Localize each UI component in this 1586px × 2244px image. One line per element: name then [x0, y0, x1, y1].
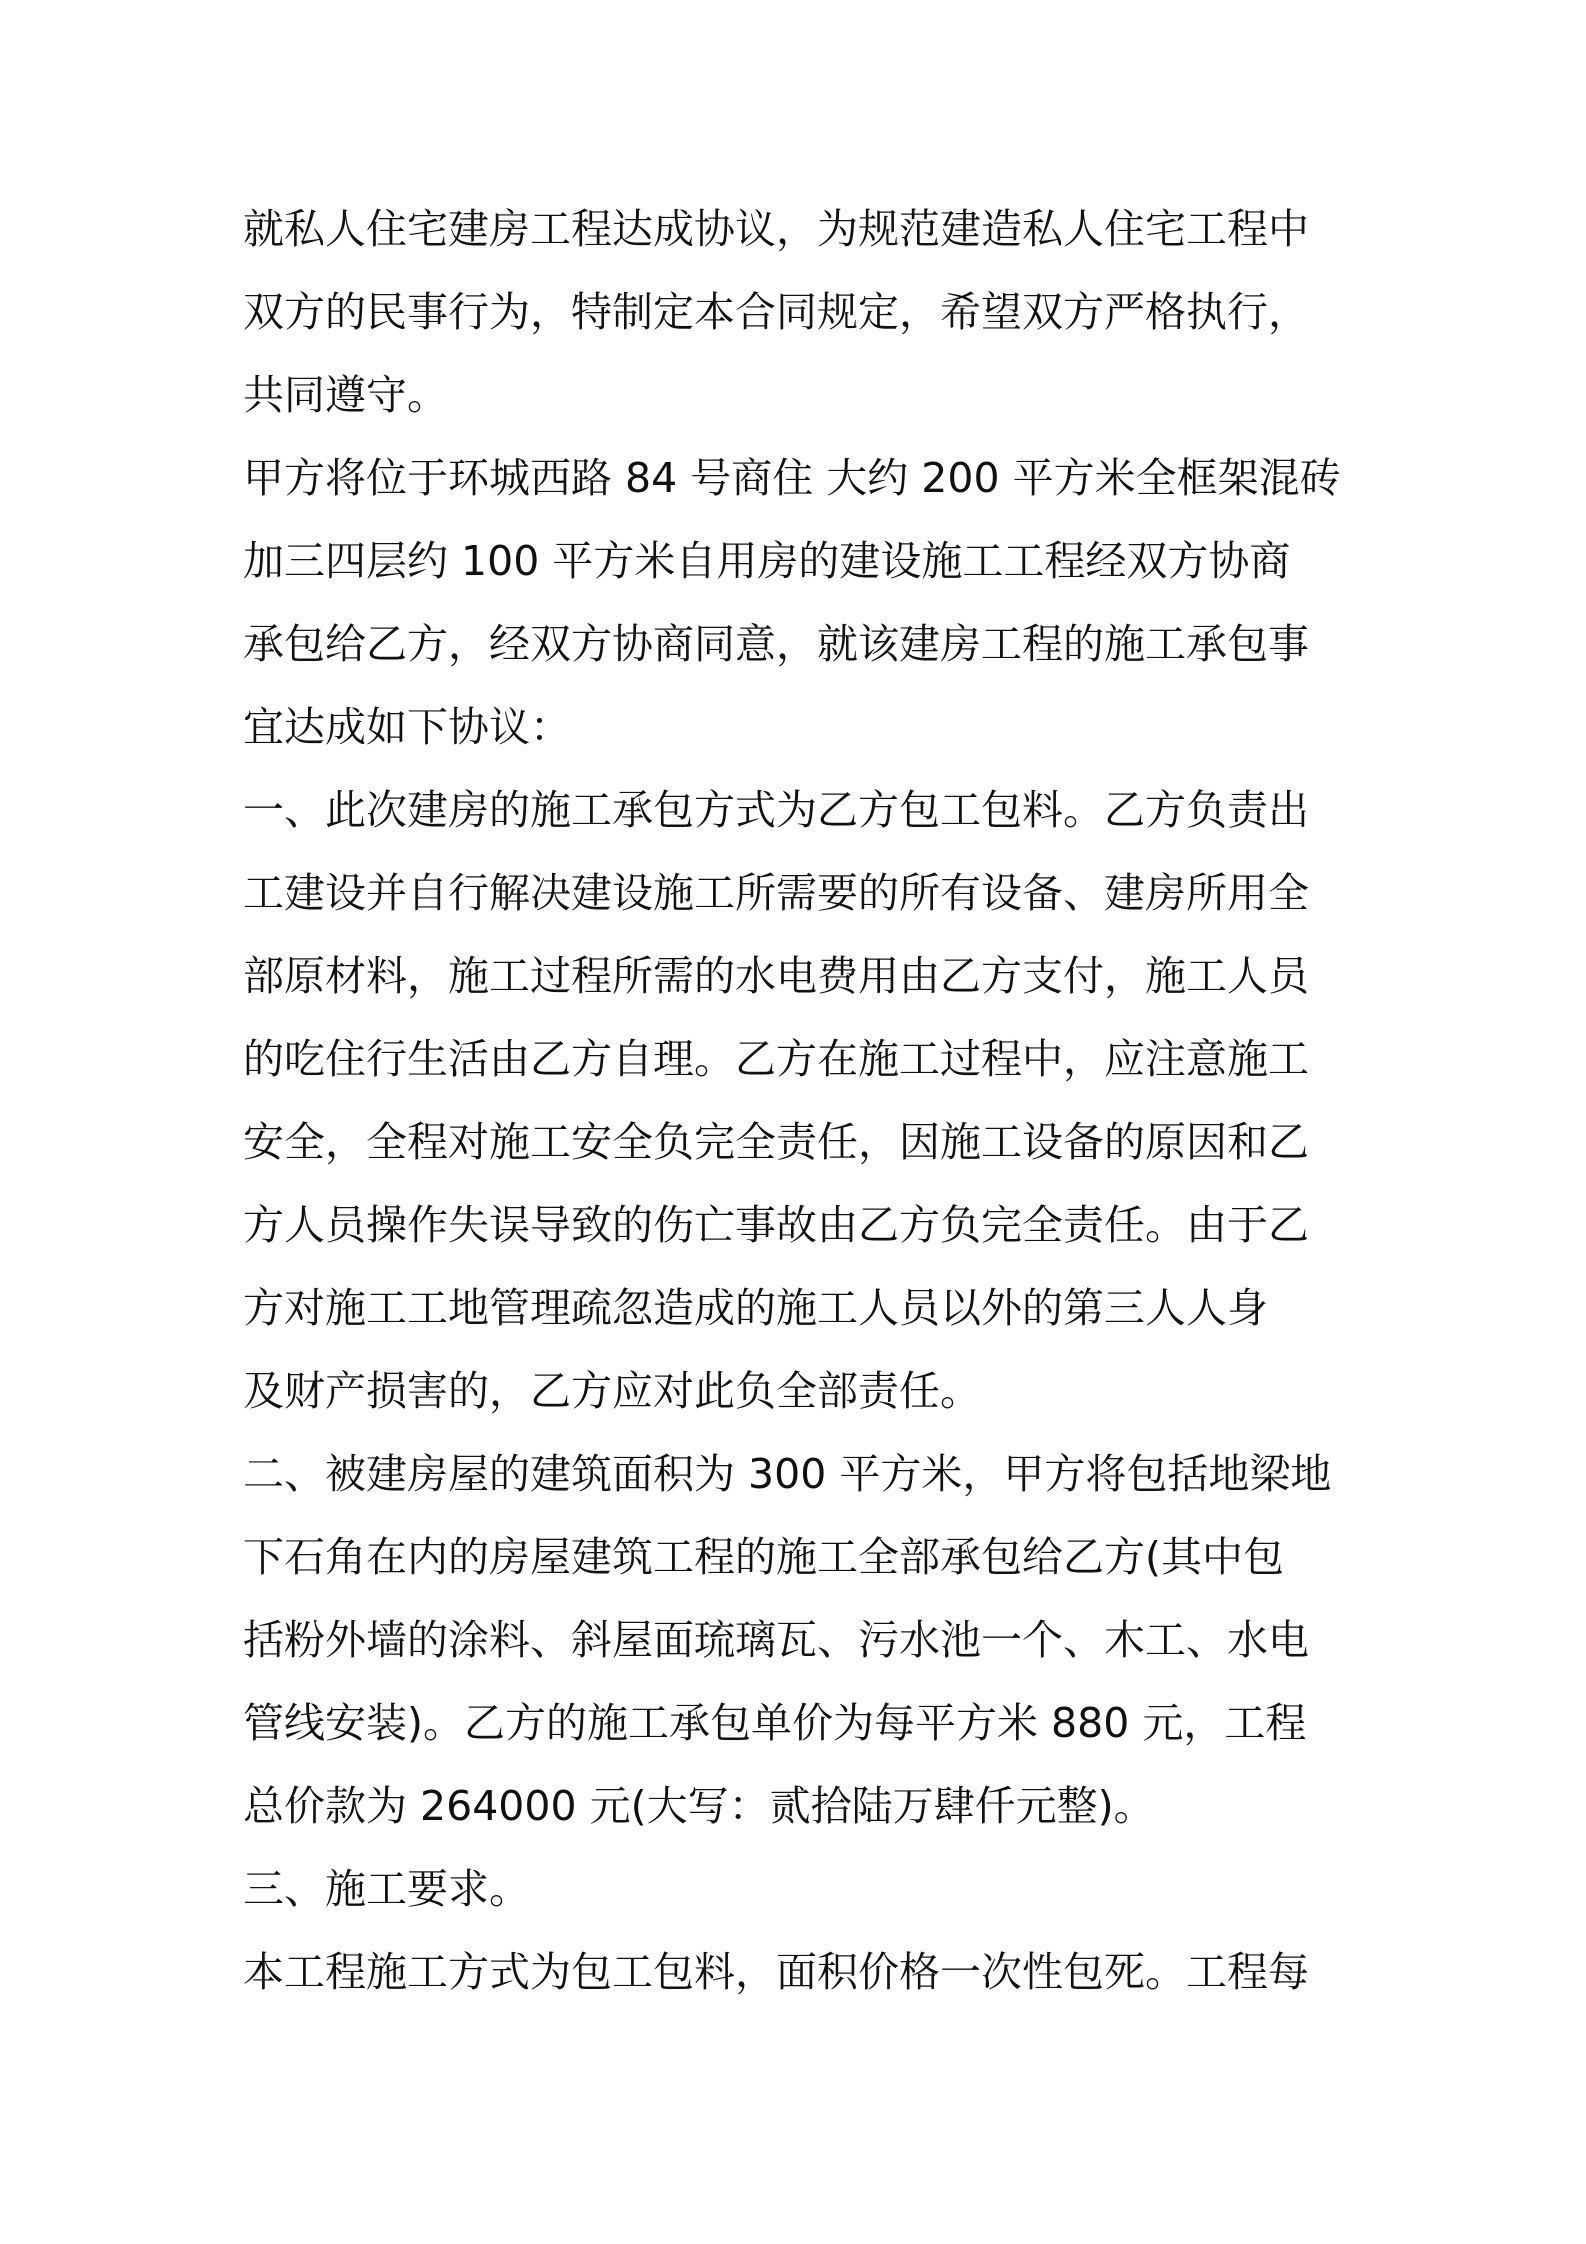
text-line: 宜达成如下协议：: [243, 703, 571, 751]
text-line: 部原材料，施工过程所需的水电费用由乙方支付，施工人员: [243, 952, 1309, 1000]
text-line: 总价款为 264000 元(大写：贰拾陆万肆仟元整)。: [243, 1782, 1155, 1830]
text-line: 方人员操作失误导致的伤亡事故由乙方负完全责任。由于乙: [243, 1201, 1309, 1249]
text-line: 安全，全程对施工安全负完全责任，因施工设备的原因和乙: [243, 1118, 1309, 1166]
text-line: 三、施工要求。: [243, 1865, 530, 1913]
text-line: 一、此次建房的施工承包方式为乙方包工包料。乙方负责出: [243, 786, 1309, 834]
text-line: 括粉外墙的涂料、斜屋面琉璃瓦、污水池一个、木工、水电: [243, 1616, 1309, 1664]
text-line: 双方的民事行为，特制定本合同规定，希望双方严格执行，: [243, 288, 1309, 336]
text-line: 本工程施工方式为包工包料，面积价格一次性包死。工程每: [243, 1948, 1309, 1996]
text-line: 下石角在内的房屋建筑工程的施工全部承包给乙方(其中包: [243, 1533, 1284, 1581]
text-line: 二、被建房屋的建筑面积为 300 平方米，甲方将包括地梁地: [243, 1450, 1332, 1498]
contract-body-text: [243, 188, 1363, 2014]
text-line: 承包给乙方，经双方协商同意，就该建房工程的施工承包事: [243, 620, 1309, 668]
text-line: 方对施工工地管理疏忽造成的施工人员以外的第三人人身: [243, 1284, 1268, 1332]
text-line: 管线安装)。乙方的施工承包单价为每平方米 880 元，工程: [243, 1699, 1307, 1747]
text-line: 共同遵守。: [243, 371, 448, 419]
text-line: 及财产损害的，乙方应对此负全部责任。: [243, 1367, 981, 1415]
text-line: 工建设并自行解决建设施工所需要的所有设备、建房所用全: [243, 869, 1309, 917]
text-line: 的吃住行生活由乙方自理。乙方在施工过程中，应注意施工: [243, 1035, 1309, 1083]
text-line: 加三四层约 100 平方米自用房的建设施工工程经双方协商: [243, 537, 1291, 585]
text-line: 就私人住宅建房工程达成协议，为规范建造私人住宅工程中: [243, 205, 1309, 253]
text-line: 甲方将位于环城西路 84 号商住 大约 200 平方米全框架混砖: [243, 454, 1341, 502]
